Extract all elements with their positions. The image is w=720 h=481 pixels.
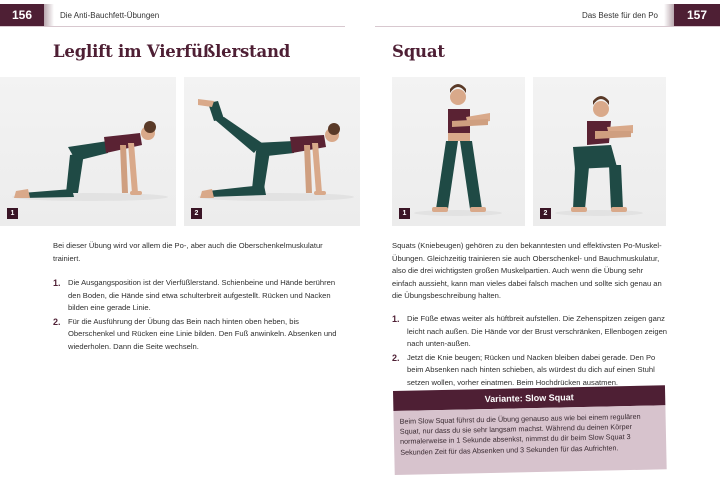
variant-text: Beim Slow Squat führst du die Übung genauso aus wie bei einem regulären Squat, nur dass du sie sehr langsam machst. Während du deinen Körper normalerweise in 1 Sekunde absenkst, nimmst du dir beim Slow Squat 3 Sekunden Zeit für das Absenken und 3 Sekunden für das Aufrichten.	[399, 411, 641, 457]
page-number-fade-right	[664, 4, 674, 26]
list-item	[392, 313, 668, 351]
step-number: 2.	[392, 352, 400, 363]
list-item	[53, 277, 338, 315]
list-item	[53, 316, 338, 354]
step-number: 1.	[53, 278, 61, 288]
step-text: Jetzt die Knie beugen; Rücken und Nacken bleiben dabei gerade. Den Po beim Absenken nach hinten schieben, als würdest du dich auf einen Stuhl setzen wollen, vorher einatmen. Beim Hochdrücken ausatmen.	[407, 352, 656, 387]
variant-body	[393, 405, 666, 475]
running-head-right: Das Beste für den Po	[581, 11, 658, 20]
variant-title: Variante: Slow Squat	[393, 385, 665, 411]
exercise-illustration-squat-standing	[392, 77, 525, 226]
steps-squat	[392, 313, 668, 391]
intro-leglift: Bei dieser Übung wird vor allem die Po-, aber auch die Oberschenkelmuskulatur trainiert.	[53, 241, 323, 263]
photo-badge: 2	[540, 208, 551, 219]
step-text: Die Füße etwas weiter als hüftbreit aufstellen. Die Zehenspitzen zeigen ganz leicht nach außen. Die Hände vor der Brust verschränken, Ellenbogen zeigen nach unten-außen.	[407, 314, 668, 349]
photo-badge: 2	[191, 208, 202, 219]
header-rule-left	[0, 26, 345, 27]
page-number-fade-left	[44, 4, 54, 26]
intro-squat: Squats (Kniebeugen) gehören zu den bekanntesten und effektivsten Po-Muskel-Übungen. Gleichzeitig trainieren sie auch Oberschenkel- und Bauchmuskulatur, also die drei wichtigsten großen Muskelpartien. Auch wenn die Übung sehr einfach aussieht, kann man vieles dabei falsch machen und sollte sich genau an die Übungsbeschreibung halten.	[392, 241, 662, 301]
exercise-illustration-leglift-start	[0, 77, 176, 226]
exercise-illustration-leglift-lifted	[184, 77, 360, 226]
running-head-left: Die Anti-Bauchfett-Übungen	[60, 11, 160, 20]
photo-badge: 1	[7, 208, 18, 219]
list-item	[392, 352, 668, 390]
right-page	[360, 0, 720, 481]
page-number-left: 156	[0, 4, 44, 26]
photo-leglift-1	[0, 77, 176, 226]
variant-box	[393, 385, 667, 475]
exercise-title-squat: Squat	[392, 42, 445, 61]
page-number-right: 157	[674, 4, 720, 26]
step-text: Für die Ausführung der Übung das Bein nach hinten oben heben, bis Oberschenkel und Rücken eine Linie bilden. Den Fuß anwinkeln. Absenken und wiederholen. Dann die Seite wechseln.	[68, 316, 337, 351]
exercise-illustration-squat-down	[533, 77, 666, 226]
photo-badge: 1	[399, 208, 410, 219]
photo-squat-2	[533, 77, 666, 226]
step-number: 2.	[53, 316, 61, 327]
header-rule-right	[375, 26, 720, 27]
steps-leglift	[53, 277, 338, 355]
photo-leglift-2	[184, 77, 360, 226]
photo-squat-1	[392, 77, 525, 226]
exercise-title-leglift: Leglift im Vierfüßlerstand	[53, 42, 291, 61]
step-number: 1.	[392, 314, 400, 324]
step-text: Die Ausgangsposition ist der Vierfüßlerstand. Schienbeine und Hände berühren den Boden, die Hände sind etwa schulterbreit aufgestellt. Rücken und Nacken bilden eine gerade Linie.	[68, 278, 336, 313]
